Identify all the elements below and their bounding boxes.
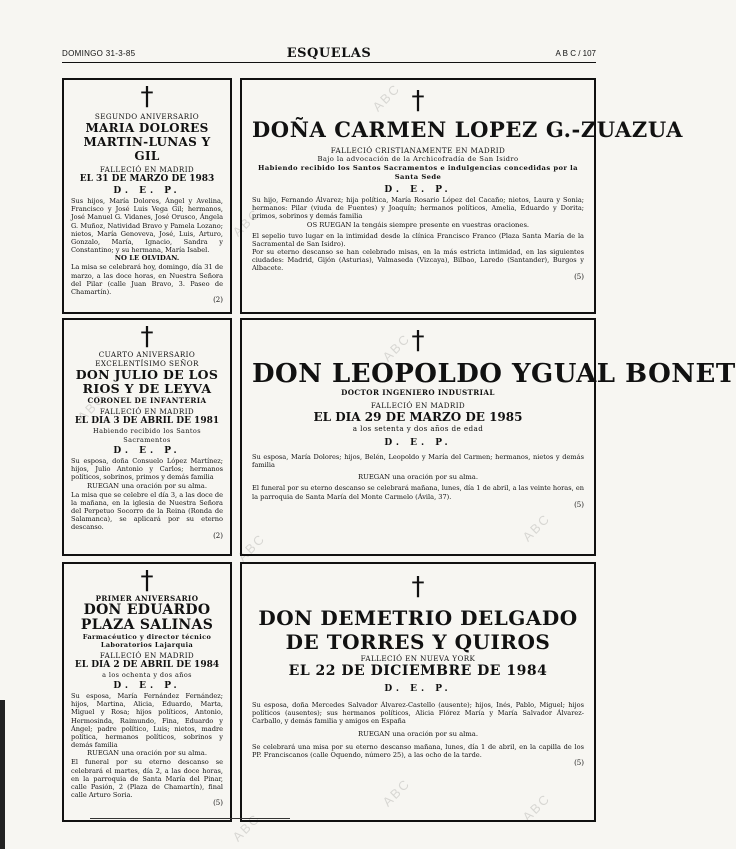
section-title: ESQUELAS xyxy=(286,46,372,61)
death-place: FALLECIÓ CRISTIANAMENTE EN MADRID xyxy=(330,146,506,155)
sacraments: Habiendo recibido los Santos Sacramentos xyxy=(93,427,201,444)
scan-edge xyxy=(0,700,5,849)
notice-ref: (2) xyxy=(213,296,223,305)
age: a los setenta y dos años de edad xyxy=(352,424,484,433)
page-header xyxy=(62,46,596,63)
dep-label: D. E. P. xyxy=(113,681,181,691)
age: a los ochenta y dos años xyxy=(102,671,192,679)
death-place: FALLECIÓ EN MADRID xyxy=(370,401,466,410)
mass-text: La misa se celebrará hoy, domingo, día 31 de marzo, a las doce horas, en Nuestra Señora del Pilar (calle Juan Bravo, 3. Paseo de Chamartín). xyxy=(71,263,223,297)
dep-label: D. E. P. xyxy=(113,446,181,456)
no-le-olvidan: NO LE OLVIDAN. xyxy=(114,254,180,263)
cross-icon: † xyxy=(411,86,425,116)
funeral-text: Por su eterno descanso se han celebrado misas, en la más estricta intimidad, en las siguientes ciudades: Madrid, Gijón (Asturias), Valmaseda (Vizcaya), Bilbao, Laredo (Santander), Burgos y Albacete. xyxy=(252,248,584,273)
abc-watermark: ABC xyxy=(519,510,554,545)
death-place: FALLECIÓ EN MADRID xyxy=(99,407,195,416)
obituary-carmen-lopez xyxy=(240,78,684,314)
obituary-julio-rios xyxy=(62,318,232,556)
cross-icon: † xyxy=(411,572,425,602)
family-text: Su esposa, doña Consuelo López Martínez; hijos, Julio Antonio y Carlos; hermanos políticos, sobrinos, primos y demás familia xyxy=(71,457,223,482)
ruegan-text: RUEGAN una oración por su alma. xyxy=(358,473,478,482)
deceased-name: DON JULIO DE LOS RIOS Y DE LEYVA xyxy=(75,367,219,396)
cross-icon: † xyxy=(140,322,154,352)
ruegan-text: RUEGAN una oración por su alma. xyxy=(87,481,207,490)
death-place: FALLECIÓ EN MADRID xyxy=(99,165,195,174)
obituary-demetrio-delgado xyxy=(240,562,596,822)
sacraments: Habiendo recibido los Santos Sacramentos e indulgencias concedidas por la Santa Sede xyxy=(258,164,578,181)
page-number: A B C / 107 xyxy=(555,49,596,58)
burial-text: El sepelio tuvo lugar en la intimidad desde la clínica Francisco Franco (Plaza Santa María de la Sacramental de San Isidro). xyxy=(252,231,584,248)
deceased-name: DOÑA CARMEN LOPEZ G.-ZUAZUA xyxy=(252,117,684,142)
abc-watermark: ABC xyxy=(379,330,414,365)
abc-watermark: ABC xyxy=(229,810,264,845)
family-text: Su esposa, doña Mercedes Salvador Álvarez-Castello (ausente); hijos, Inés, Pablo, Miguel; hijos políticos (ausentes); sus hermanos políticos, Alicia Flórez María y María Salvador Álvarez-Carballo, y demás familia y amigos en España xyxy=(252,701,584,726)
death-date: EL 22 DE DICIEMBRE DE 1984 xyxy=(288,663,548,679)
anniversary-label: PRIMER ANIVERSARIO xyxy=(95,594,199,603)
abc-watermark: ABC xyxy=(379,775,414,810)
obituary-leopoldo-ygual xyxy=(240,318,736,556)
notice-ref: (2) xyxy=(213,531,223,540)
deceased-name: DON DEMETRIO DELGADO DE TORRES Y QUIROS xyxy=(258,606,578,654)
death-place: FALLECIÓ EN NUEVA YORK xyxy=(360,654,476,663)
ruegan-text: RUEGAN una oración por su alma. xyxy=(358,729,478,738)
cross-icon: † xyxy=(411,326,425,356)
cross-icon: † xyxy=(140,566,154,596)
family-text: Su hijo, Fernando Álvarez; hija política, María Rosario López del Cacaño; nietos, Laura y Sonia; hermanos: Pilar (viuda de Fuentes) y Joaquín; hermanos políticos, Amelia, Eduardo y Dorita; primos, sobrinos y demás familia xyxy=(252,196,584,221)
death-date: EL DIA 3 DE ABRIL DE 1981 xyxy=(74,416,220,426)
death-place: FALLECIÓ EN MADRID xyxy=(99,651,195,660)
archicofradia: Bajo la advocación de la Archicofradía de San Isidro xyxy=(317,155,519,163)
cross-icon: † xyxy=(140,82,154,112)
notice-ref: (5) xyxy=(574,500,584,509)
notice-ref: (5) xyxy=(213,799,223,808)
death-date: EL 31 DE MARZO DE 1983 xyxy=(79,174,215,184)
abc-watermark: ABC xyxy=(369,80,404,115)
deceased-name: DON LEOPOLDO YGUAL BONET xyxy=(252,359,736,389)
ruegan-text: RUEGAN una oración por su alma. xyxy=(87,749,207,758)
anniversary-label: CUARTO ANIVERSARIO xyxy=(98,350,196,359)
deceased-name: DON EDUARDO PLAZA SALINAS xyxy=(80,602,214,633)
obituary-eduardo-plaza xyxy=(62,562,232,822)
dep-label: D. E. P. xyxy=(384,438,452,448)
profession: Farmacéutico y director técnico Laboratorios Lajarquia xyxy=(82,633,212,649)
abc-watermark: ABC xyxy=(229,205,264,240)
honorific: EXCELENTÍSIMO SEÑOR xyxy=(95,359,199,368)
notice-ref: (5) xyxy=(574,272,584,281)
profession: DOCTOR INGENIERO INDUSTRIAL xyxy=(341,388,495,397)
funeral-text: Se celebrará una misa por su eterno descanso mañana, lunes, día 1 de abril, en la capilla de los PP. Franciscanos (calle Oquendo, número 25), a las ocho de la tarde. xyxy=(252,742,584,759)
mass-text: El funeral por su eterno descanso se celebrará el martes, día 2, a las doce horas, en la parroquia de Santa María del Pinar, calle Pasión, 2 (Plaza de Chamartín), final calle Arturo Soria. xyxy=(71,758,223,800)
family-text: Su esposa, María Fernández Fernández; hijos, Martina, Alicia, Eduardo, Marta, Miguel y Rosa; hijos políticos, Antonio, Hermosinda, Raimundo, Fina, Eduardo y Ángel; padre político, Luis; nietos, madre política, hermanos políticos, sobrinos y demás familia xyxy=(71,692,223,750)
mass-text: La misa que se celebre el día 3, a las doce de la mañana, en la iglesia de Nuestra Señora del Perpetuo Socorro de la Reina (Ronda de Salamanca), se aplicará por su eterno descanso. xyxy=(71,490,223,532)
bottom-rule xyxy=(90,818,290,819)
death-date: EL DIA 29 DE MARZO DE 1985 xyxy=(313,410,523,424)
abc-watermark: ABC xyxy=(519,790,554,825)
issue-date: DOMINGO 31-3-85 xyxy=(62,49,136,58)
anniversary-label: SEGUNDO ANIVERSARIO xyxy=(94,112,200,121)
dep-label: D. E. P. xyxy=(384,684,452,694)
dep-label: D. E. P. xyxy=(113,186,181,196)
obituary-maria-dolores xyxy=(62,78,232,314)
funeral-text: El funeral por su eterno descanso se celebrará mañana, lunes, día 1 de abril, a las veinte horas, en la parroquia de Santa María del Monte Carmelo (Ávila, 37). xyxy=(252,484,584,501)
deceased-name: MARIA DOLORES MARTIN-LUNAS Y GIL xyxy=(83,121,211,163)
family-text: Sus hijos, María Dolores, Ángel y Avelina, Francisco y José Luis Vega Gil; hermanos, José Manuel G. Vidanes, José Orusco, Ángela G. Muñoz, Natividad Bravo y Pamela Lozano; nietos, María Genoveva, José, Luis, Arturo, Gonzalo, María, Ignacio, Sandra y Constantino; y su hermana, María Isabel. xyxy=(71,197,223,255)
abc-watermark: ABC xyxy=(234,530,269,565)
notice-ref: (5) xyxy=(574,759,584,768)
abc-watermark: ABC xyxy=(74,390,109,425)
death-date: EL DIA 2 DE ABRIL DE 1984 xyxy=(74,660,220,670)
dep-label: D. E. P. xyxy=(384,185,452,195)
ruegan-text: OS RUEGAN la tengáis siempre presente en vuestras oraciones. xyxy=(306,220,530,229)
rank: CORONEL DE INFANTERIA xyxy=(87,396,207,405)
family-text: Su esposa, María Dolores; hijos, Belén, Leopoldo y María del Carmen; hermanos, nietos y demás familia xyxy=(252,453,584,470)
